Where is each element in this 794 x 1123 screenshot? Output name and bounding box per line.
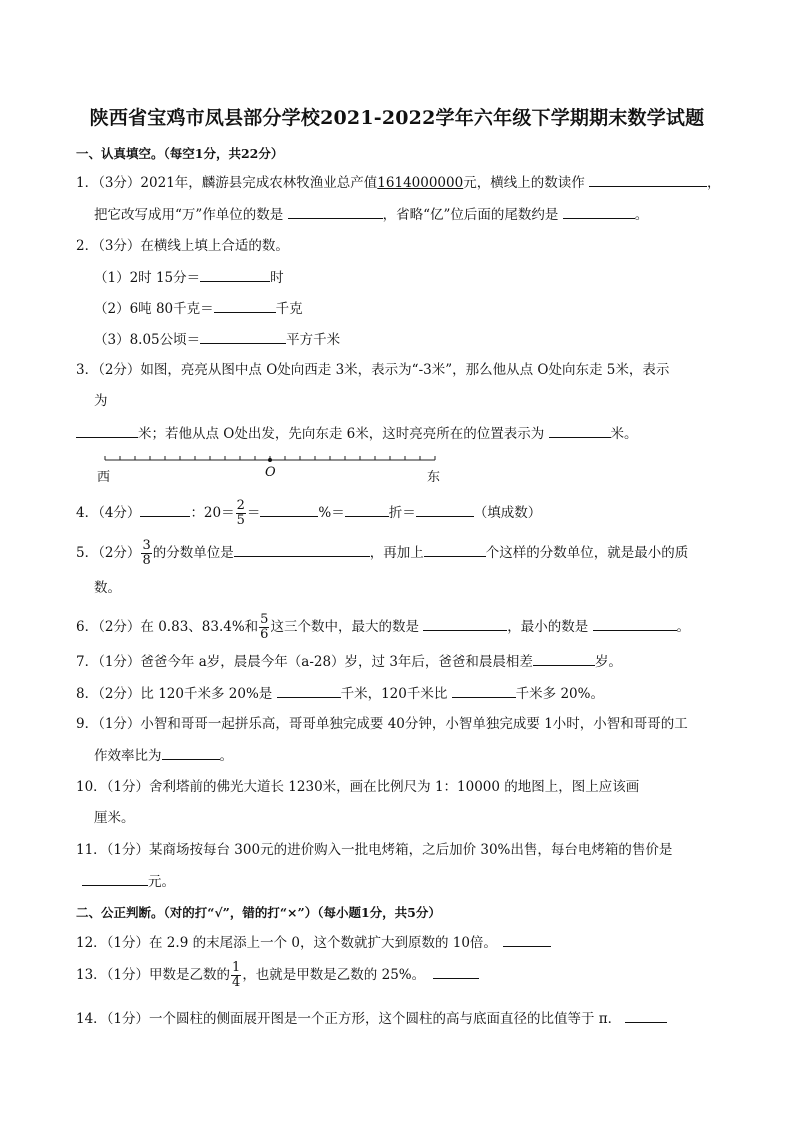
answer-blank[interactable]: [416, 502, 474, 517]
answer-blank[interactable]: [563, 204, 635, 219]
section-heading-fill: 一、认真填空。（每空1分，共22分）: [76, 146, 284, 161]
answer-blank[interactable]: [214, 298, 276, 313]
fraction-3-8: $\frac{3}{8}$: [142, 538, 151, 568]
answer-blank[interactable]: [433, 964, 479, 979]
question-12: 12．（1分）在 2.9 的末尾添上一个 0，这个数就扩大到原数的 10倍。: [76, 932, 551, 953]
answer-blank[interactable]: [533, 651, 595, 666]
question-9-line-1: 9．（1分）小智和哥哥一起拼乐高，哥哥单独完成要 40分钟，小智单独完成要 1小时，小智和哥哥的工: [76, 716, 688, 732]
answer-blank[interactable]: [162, 745, 220, 760]
west-label: 西: [97, 470, 111, 485]
question-10-line-2: 厘米。: [94, 810, 135, 826]
question-1-line-1: 1．（3分）2021年，麟游县完成农林牧渔业总产值1614000000元，横线上的数读作 ，: [76, 172, 721, 193]
question-9-line-2: 作效率比为 。: [94, 745, 233, 766]
question-8: 8．（2分）比 120千米多 20%是 千米，120千米比 千米多 20%。: [76, 683, 604, 704]
number-line: [97, 448, 442, 464]
answer-blank[interactable]: [234, 542, 370, 557]
answer-blank[interactable]: [82, 871, 148, 886]
answer-blank[interactable]: [424, 542, 486, 557]
question-1-line-2: 把它改写成用“万”作单位的数是 ，省略“亿”位后面的尾数约是 。: [94, 204, 648, 225]
east-label: 东: [427, 470, 441, 485]
section-heading-judge: 二、公正判断。（对的打“√”，错的打“×”）（每小题1分，共5分）: [76, 905, 441, 920]
question-10-line-1: 10．（1分）舍利塔前的佛光大道长 1230米，画在比例尺为 1：10000 的地图上，图上应该画: [76, 779, 640, 795]
question-7: 7．（1分）爸爸今年 a岁，晨晨今年（a-28）岁，过 3年后，爸爸和晨晨相差 岁。: [76, 651, 622, 672]
fraction-5-6: $\frac{5}{6}$: [260, 612, 269, 642]
fraction-2-5: $\frac{2}{5}$: [236, 498, 245, 528]
answer-blank[interactable]: [200, 329, 286, 344]
question-5-line-1: 5．（2分） $\frac{3}{8}$ 的分数单位是 ，再加上 个这样的分数单位，就是最小的质: [76, 538, 689, 568]
question-3-line-2: 为: [94, 393, 108, 409]
question-11-line-1: 11．（1分）某商场按每台 300元的进价购入一批电烤箱，之后加价 30%出售，每台电烤箱的售价是: [76, 842, 673, 858]
answer-blank[interactable]: [452, 683, 516, 698]
question-11-line-2: 元。: [82, 871, 175, 892]
question-4: 4．（4分） ：20＝ $\frac{2}{5}$ ＝ %＝ 折＝ （填成数）: [76, 498, 542, 528]
answer-blank[interactable]: [76, 423, 138, 438]
question-2-part-2: （2）6吨 80千克＝ 千克: [94, 298, 303, 319]
question-3-line-3: 米；若他从点 O处出发，先向东走 6米，这时亮亮所在的位置表示为 米。: [76, 423, 638, 444]
answer-blank[interactable]: [503, 932, 551, 947]
answer-blank[interactable]: [423, 616, 507, 631]
origin-label: O: [265, 465, 276, 480]
answer-blank[interactable]: [277, 683, 341, 698]
answer-blank[interactable]: [549, 423, 611, 438]
answer-blank[interactable]: [260, 502, 318, 517]
number-line-figure: [97, 448, 442, 488]
answer-blank[interactable]: [625, 1008, 667, 1023]
question-6: 6．（2分）在 0.83、83.4%和 $\frac{5}{6}$ 这三个数中，最大的数是 ，最小的数是 。: [76, 612, 691, 642]
origin-point: [268, 458, 272, 462]
question-14: 14．（1分）一个圆柱的侧面展开图是一个正方形，这个圆柱的高与底面直径的比值等于 π．: [76, 1008, 667, 1029]
answer-blank[interactable]: [589, 172, 707, 187]
question-2-part-1: （1）2时 15分＝ 时: [94, 267, 284, 288]
answer-blank[interactable]: [593, 616, 677, 631]
answer-blank[interactable]: [345, 502, 389, 517]
question-5-line-2: 数。: [94, 580, 121, 596]
underlined-number: 1614000000: [377, 175, 464, 191]
answer-blank[interactable]: [200, 267, 270, 282]
answer-blank[interactable]: [288, 204, 383, 219]
question-13: 13．（1分）甲数是乙数的 $\frac{1}{4}$ ，也就是甲数是乙数的 25%。: [76, 958, 479, 992]
question-3-line-1: 3．（2分）如图，亮亮从图中点 O处向西走 3米，表示为“-3米”，那么他从点 O处向东走 5米，表示: [76, 362, 670, 378]
fraction-1-4: $\frac{1}{4}$: [232, 960, 241, 990]
answer-blank[interactable]: [140, 502, 190, 517]
question-2-heading: 2．（3分）在横线上填上合适的数。: [76, 238, 289, 254]
page-title: 陕西省宝鸡市凤县部分学校2021-2022学年六年级下学期期末数学试题: [89, 107, 705, 129]
question-2-part-3: （3）8.05公顷＝ 平方千米: [94, 329, 340, 350]
